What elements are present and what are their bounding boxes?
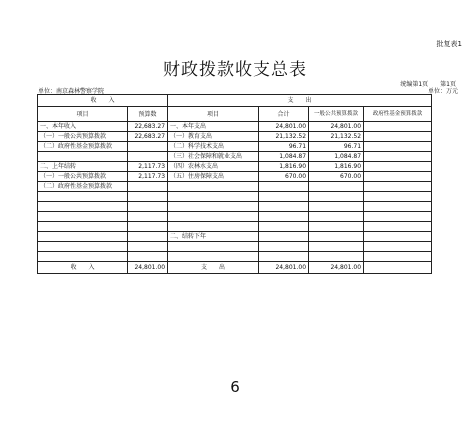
cell-general: 670.00 xyxy=(309,172,364,182)
cell-general: 96.71 xyxy=(309,142,364,152)
cell-expense-item xyxy=(168,242,259,252)
cell-general: 21,132.52 xyxy=(309,132,364,142)
cell-income-item xyxy=(38,212,128,222)
cell-expense-item: （五）住房保障支出 xyxy=(168,172,259,182)
cell-general xyxy=(309,222,364,232)
cell-income-item xyxy=(38,232,128,242)
cell-total xyxy=(259,202,309,212)
cell-income-value: 2,117.73 xyxy=(128,172,168,182)
cell-income-value xyxy=(128,222,168,232)
cell-income-value xyxy=(128,192,168,202)
header-general-budget: 一般公共预算拨款 xyxy=(309,107,364,122)
cell-expense-item xyxy=(168,252,259,262)
cell-income-value xyxy=(128,242,168,252)
cell-expense-item xyxy=(168,192,259,202)
cell-total: 1,816.90 xyxy=(259,162,309,172)
cell-income-item xyxy=(38,242,128,252)
cell-income-item: （一）一般公共预算拨款 xyxy=(38,132,128,142)
table-row xyxy=(38,132,432,142)
cell-income-value: 22,683.27 xyxy=(128,132,168,142)
cell-income-value xyxy=(128,252,168,262)
table-row xyxy=(38,152,432,162)
cell-income-value xyxy=(128,152,168,162)
cell-fund xyxy=(364,242,432,252)
cell-fund xyxy=(364,232,432,242)
cell-expense-item xyxy=(168,182,259,192)
cell-fund xyxy=(364,152,432,162)
cell-general xyxy=(309,182,364,192)
footer-income-label: 收 入 xyxy=(38,262,128,274)
cell-expense-item xyxy=(168,212,259,222)
cell-general: 1,084.87 xyxy=(309,152,364,162)
table-row xyxy=(38,242,432,252)
cell-total: 670.00 xyxy=(259,172,309,182)
cell-income-item: 一、本年收入 xyxy=(38,122,128,132)
table-row xyxy=(38,222,432,232)
currency-label: 单位：万元 xyxy=(427,88,458,95)
cell-expense-item: （四）农林水支出 xyxy=(168,162,259,172)
cell-general xyxy=(309,202,364,212)
footer-fund xyxy=(364,262,432,274)
cell-expense-item xyxy=(168,202,259,212)
cell-income-item xyxy=(38,202,128,212)
footer-total: 24,801.00 xyxy=(259,262,309,274)
cell-fund xyxy=(364,202,432,212)
cell-fund xyxy=(364,212,432,222)
header-item: 项目 xyxy=(38,107,128,122)
footer-income-total: 24,801.00 xyxy=(128,262,168,274)
cell-fund xyxy=(364,122,432,132)
cell-income-item: （二）政府性基金预算拨款 xyxy=(38,182,128,192)
cell-income-item xyxy=(38,222,128,232)
cell-expense-item: （二）科学技术支出 xyxy=(168,142,259,152)
page-info: 统编第1页 第1页 xyxy=(400,81,456,88)
table-row xyxy=(38,172,432,182)
header-total: 合计 xyxy=(259,107,309,122)
cell-expense-item: 一、本年支出 xyxy=(168,122,259,132)
cell-expense-item: （三）社会保障和就业支出 xyxy=(168,152,259,162)
cell-total xyxy=(259,192,309,202)
table-row xyxy=(38,202,432,212)
cell-fund xyxy=(364,162,432,172)
cell-general xyxy=(309,212,364,222)
table-row xyxy=(38,182,432,192)
cell-fund xyxy=(364,222,432,232)
header-fund-budget: 政府性基金预算拨款 xyxy=(364,107,432,122)
cell-general: 1,816.90 xyxy=(309,162,364,172)
cell-income-item xyxy=(38,252,128,262)
table-row xyxy=(38,252,432,262)
cell-general xyxy=(309,242,364,252)
header-budget: 预算数 xyxy=(128,107,168,122)
cell-fund xyxy=(364,142,432,152)
footer-expense-label: 支 出 xyxy=(168,262,259,274)
cell-total xyxy=(259,252,309,262)
page-title: 财政拨款收支总表 xyxy=(163,60,307,80)
cell-fund xyxy=(364,182,432,192)
table-row xyxy=(38,122,432,132)
expense-header: 支 出 xyxy=(168,95,432,107)
table-row xyxy=(38,162,432,172)
cell-income-value xyxy=(128,232,168,242)
cell-general xyxy=(309,192,364,202)
cell-general: 24,801.00 xyxy=(309,122,364,132)
cell-total xyxy=(259,182,309,192)
cell-general xyxy=(309,252,364,262)
cell-fund xyxy=(364,192,432,202)
cell-income-value xyxy=(128,182,168,192)
cell-income-value xyxy=(128,202,168,212)
table-body xyxy=(38,122,432,262)
cell-fund xyxy=(364,132,432,142)
table-row xyxy=(38,232,432,242)
cell-fund xyxy=(364,172,432,182)
header-item2: 项目 xyxy=(168,107,259,122)
cell-income-item: （一）一般公共预算拨款 xyxy=(38,172,128,182)
table-header-row xyxy=(38,107,432,122)
cell-total: 21,132.52 xyxy=(259,132,309,142)
table-row xyxy=(38,212,432,222)
cell-general xyxy=(309,232,364,242)
footer-general: 24,801.00 xyxy=(309,262,364,274)
cell-total: 96.71 xyxy=(259,142,309,152)
cell-income-value: 22,683.27 xyxy=(128,122,168,132)
income-header: 收 入 xyxy=(38,95,168,107)
cell-expense-item: 二、结转下年 xyxy=(168,232,259,242)
cell-fund xyxy=(364,252,432,262)
cell-total xyxy=(259,222,309,232)
cell-income-value xyxy=(128,212,168,222)
cell-total: 1,084.87 xyxy=(259,152,309,162)
cell-income-item xyxy=(38,192,128,202)
cell-income-value: 2,117.73 xyxy=(128,162,168,172)
page-number: 6 xyxy=(230,378,240,396)
form-code: 批复表1 xyxy=(436,40,462,48)
cell-total xyxy=(259,242,309,252)
table-row xyxy=(38,192,432,202)
budget-table xyxy=(37,94,432,274)
table-footer-row xyxy=(38,262,432,274)
cell-total xyxy=(259,212,309,222)
table-row xyxy=(38,142,432,152)
cell-income-value xyxy=(128,142,168,152)
cell-total xyxy=(259,232,309,242)
cell-income-item: 二、上年结转 xyxy=(38,162,128,172)
cell-income-item: （二）政府性基金预算拨款 xyxy=(38,142,128,152)
cell-expense-item: （一）教育支出 xyxy=(168,132,259,142)
cell-total: 24,801.00 xyxy=(259,122,309,132)
unit-label: 单位：南京森林警察学院 xyxy=(38,88,105,95)
table-header-group-row xyxy=(38,95,432,107)
cell-income-item xyxy=(38,152,128,162)
cell-expense-item xyxy=(168,222,259,232)
